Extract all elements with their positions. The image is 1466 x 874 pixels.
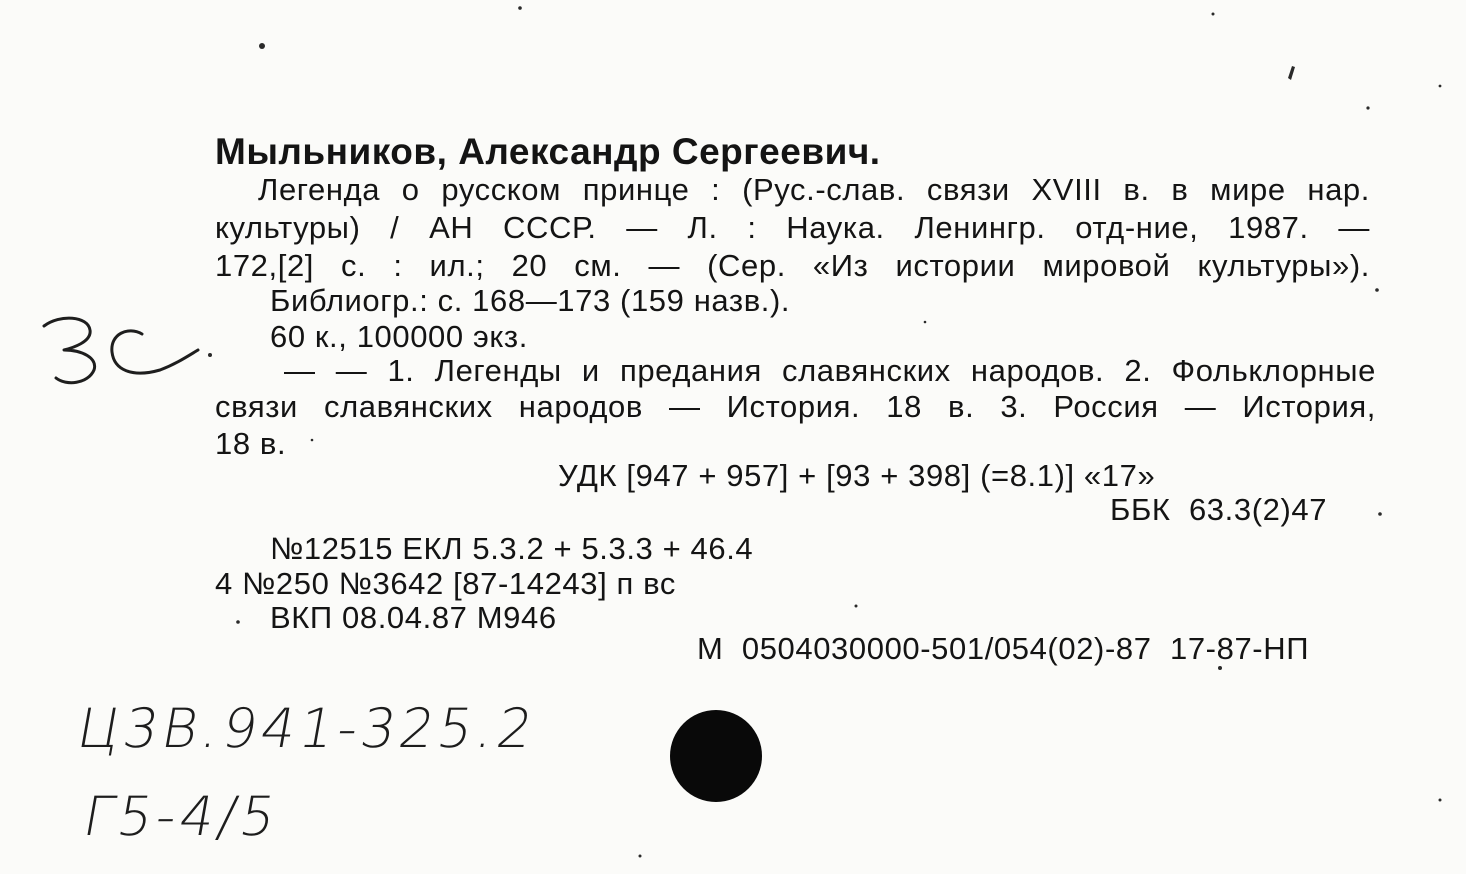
card-specks [208, 6, 1442, 857]
ekl-number: №12515 ЕКЛ 5.3.2 + 5.3.3 + 46.4 [270, 531, 754, 566]
price-and-print-run: 60 к., 100000 экз. [270, 319, 528, 354]
handwritten-margin-mark [44, 318, 198, 383]
subjects-line-3: 18 в. [215, 426, 287, 461]
publisher-code: М 0504030000-501/054(02)-87 17-87-НП [697, 631, 1310, 666]
black-dot-mark [670, 710, 762, 802]
description-line-2: культуры) / АН СССР. — Л. : Наука. Ленингр. отд-ние, 1987. — [215, 210, 1370, 245]
handwritten-location: Г5-4/5 [78, 785, 285, 848]
bbk-classification: ББК 63.3(2)47 [1110, 492, 1328, 527]
bibliography-note: Библиогр.: с. 168—173 (159 назв.). [270, 283, 791, 318]
description-line-1: Легенда о русском принце : (Рус.-слав. связи XVIII в. в мире нар. [258, 172, 1370, 207]
subjects-line-1: — — 1. Легенды и предания славянских народов. 2. Фольклорные [284, 353, 1376, 388]
vkp-number: ВКП 08.04.87 М946 [270, 600, 557, 635]
registration-numbers: 4 №250 №3642 [87-14243] п вс [215, 566, 676, 601]
author-heading: Мыльников, Александр Сергеевич. [215, 131, 881, 172]
handwritten-shelfmark: Ц3В.941-325.2 [72, 697, 542, 760]
udk-classification: УДК [947 + 957] + [93 + 398] (=8.1)] «17» [558, 458, 1156, 493]
description-line-3: 172,[2] с. : ил.; 20 см. — (Сер. «Из истории мировой культуры»). [215, 248, 1370, 283]
subjects-line-2: связи славянских народов — История. 18 в. 3. Россия — История, [215, 389, 1376, 424]
